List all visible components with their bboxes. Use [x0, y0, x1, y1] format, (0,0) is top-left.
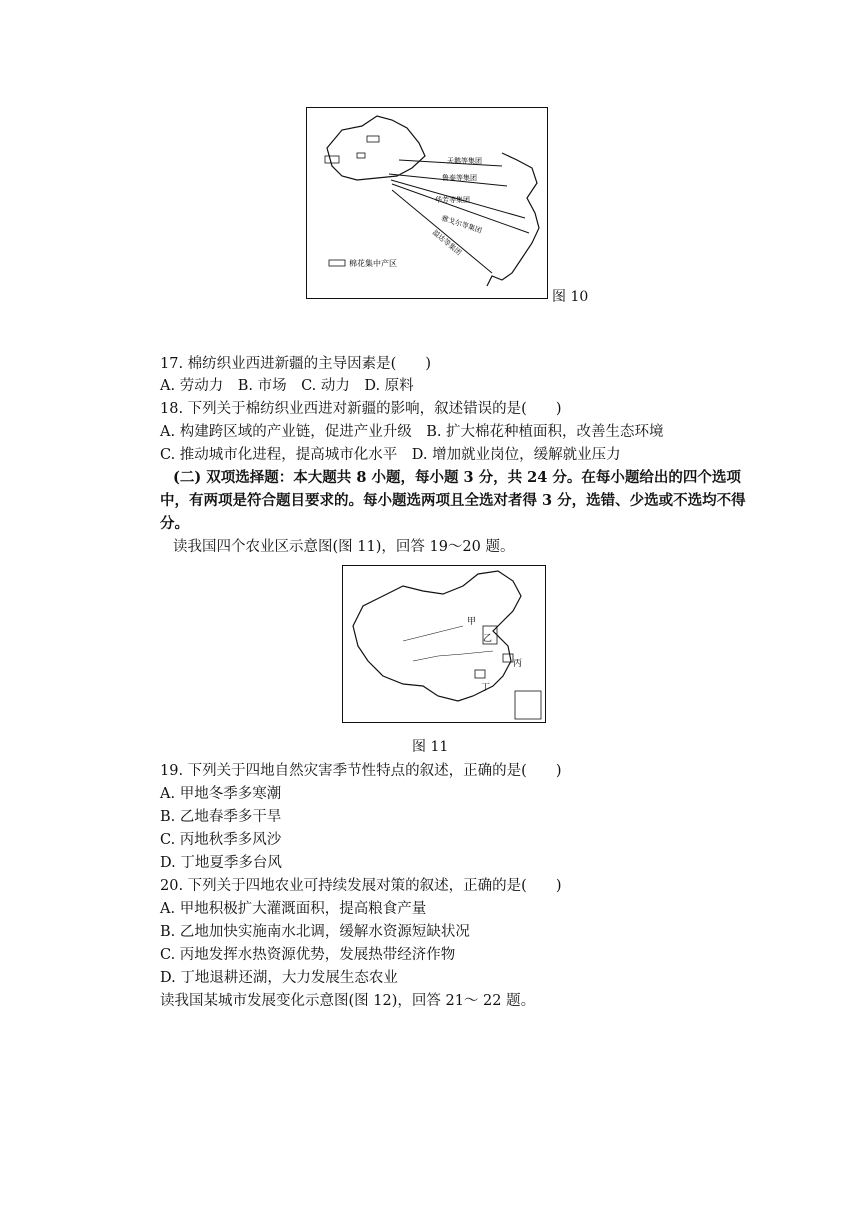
xinjiang-cotton-map — [307, 108, 546, 297]
arrow-label: 溢达等集团 — [430, 228, 463, 258]
question-19-option-c: C. 丙地秋季多风沙 — [160, 832, 282, 848]
question-20-option-d: D. 丁地退耕还湖，大力发展生态农业 — [160, 970, 398, 986]
question-19-option-a: A. 甲地冬季多寒潮 — [160, 786, 282, 802]
figure-11-caption: 图 11 — [412, 739, 449, 755]
figure-10-map — [306, 107, 548, 299]
river-line — [403, 626, 463, 641]
intro-21-22: 读我国某城市发展变化示意图(图 12)，回答 21～ 22 题。 — [160, 993, 536, 1009]
arrow-label: 鲁泰等集团 — [442, 174, 477, 182]
region-label-ding: 丁 — [481, 683, 491, 693]
question-19-option-d: D. 丁地夏季多台风 — [160, 855, 282, 871]
south-china-sea-inset — [515, 691, 541, 719]
cotton-area-icon — [357, 153, 365, 158]
cotton-area-icon — [367, 136, 379, 142]
legend-label: 棉花集中产区 — [349, 259, 397, 268]
question-20-option-a: A. 甲地积极扩大灌溉面积，提高粮食产量 — [160, 901, 427, 917]
china-agriculture-map — [343, 566, 544, 721]
region-label-yi: 乙 — [483, 634, 493, 644]
question-18-options-1: A. 构建跨区域的产业链，促进产业升级 B. 扩大棉花种植面积，改善生态环境 — [160, 424, 664, 440]
region-label-jia: 甲 — [467, 617, 477, 627]
region-label-bing: 丙 — [513, 659, 523, 669]
question-19-option-b: B. 乙地春季多干旱 — [160, 809, 282, 825]
intro-19-20: 读我国四个农业区示意图(图 11)，回答 19～20 题。 — [173, 539, 515, 555]
figure-11-map — [342, 565, 546, 723]
arrow-label: 雅戈尔等集团 — [440, 214, 483, 235]
question-18-options-2: C. 推动城市化进程，提高城市化水平 D. 增加就业岗位，缓解就业压力 — [160, 447, 621, 463]
question-20-stem: 20. 下列关于四地农业可持续发展对策的叙述，正确的是( ) — [160, 878, 562, 894]
question-17-options: A. 劳动力 B. 市场 C. 动力 D. 原料 — [160, 378, 414, 394]
legend-cotton-icon — [329, 260, 345, 266]
section-2-line-3: 分。 — [160, 515, 189, 532]
arrow-label: 天鹅等集团 — [447, 157, 482, 165]
china-outline — [353, 571, 521, 701]
section-2-line-2: 中，有两项是符合题目要求的。每小题选两项且全选对者得 3 分，选错、少选或不选均不得 — [160, 492, 746, 509]
question-19-stem: 19. 下列关于四地自然灾害季节性特点的叙述，正确的是( ) — [160, 763, 562, 779]
question-18-stem: 18. 下列关于棉纺织业西进对新疆的影响，叙述错误的是( ) — [160, 401, 562, 417]
question-20-option-b: B. 乙地加快实施南水北调，缓解水资源短缺状况 — [160, 924, 470, 940]
xinjiang-outline — [327, 116, 425, 180]
figure-10-caption: 图 10 — [552, 289, 589, 305]
cotton-area-icon — [325, 156, 339, 163]
river-line — [413, 651, 493, 661]
east-coast-outline — [487, 153, 539, 286]
question-20-option-c: C. 丙地发挥水热资源优势，发展热带经济作物 — [160, 947, 456, 963]
region-ding-area — [475, 670, 485, 678]
arrow-label: 华芳等集团 — [435, 196, 470, 204]
question-17-stem: 17. 棉纺织业西进新疆的主导因素是( ) — [160, 356, 431, 372]
section-2-line-1: (二) 双项选择题：本大题共 8 小题，每小题 3 分，共 24 分。在每小题给出的四个选项 — [173, 469, 741, 486]
